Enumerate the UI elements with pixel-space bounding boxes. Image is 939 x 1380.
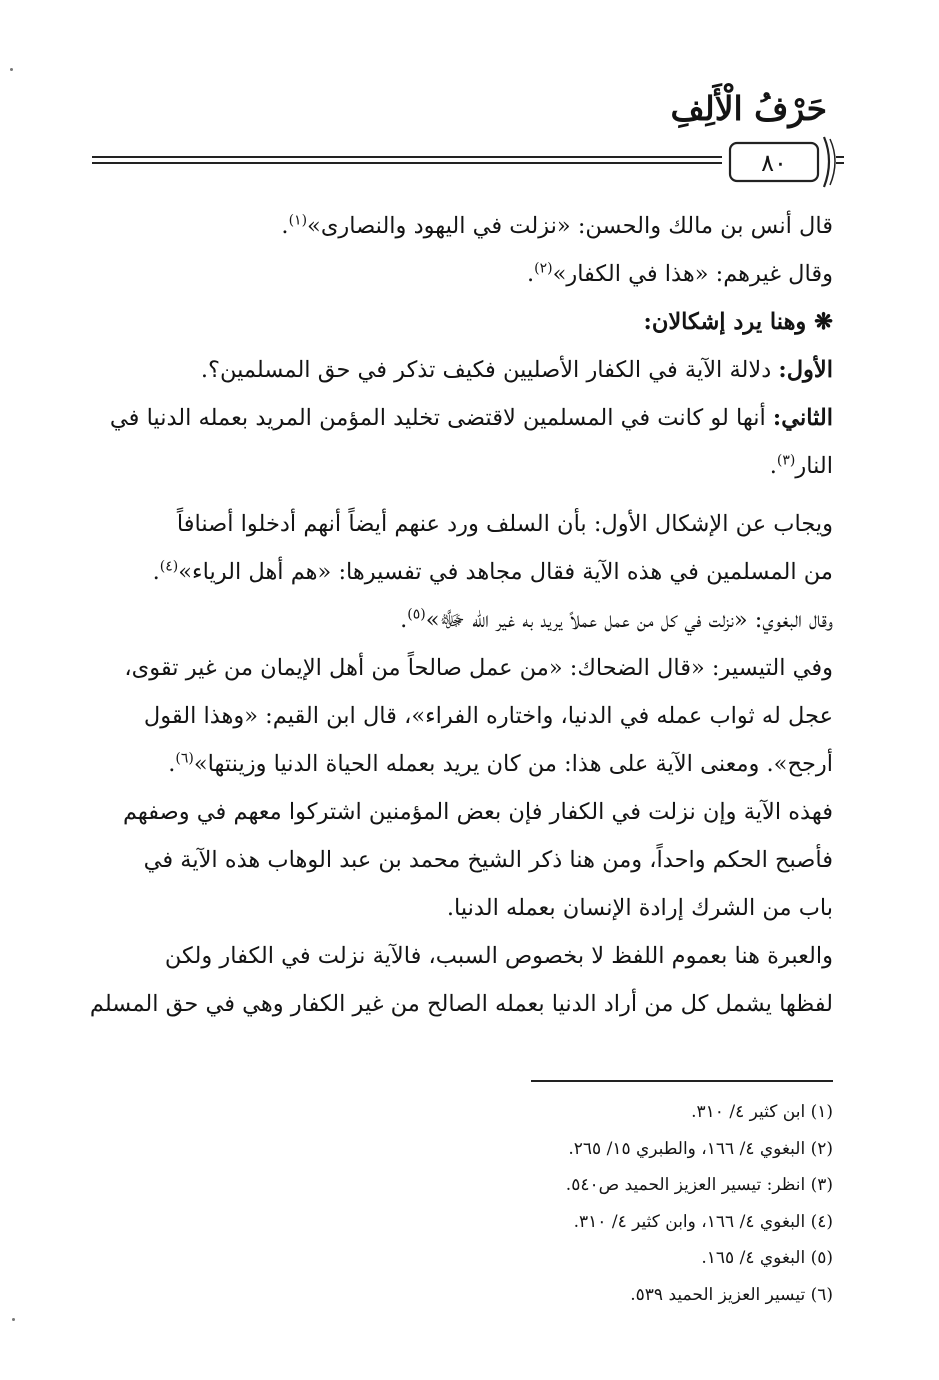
text-end: . — [152, 559, 160, 585]
text-span: وقال البغوي: «نزلت في كل من عمل عملاً يريد به غير الله ﷻ» — [425, 607, 833, 633]
text-span: النار — [795, 453, 833, 479]
text-span: قال أنس بن مالك والحسن: «نزلت في اليهود والنصارى» — [307, 213, 833, 239]
scan-speck — [12, 1318, 15, 1321]
text-line — [93, 346, 833, 394]
text-end: . — [526, 261, 535, 287]
text-line — [93, 548, 833, 596]
text-line: وفي التيسير: «قال الضحاك: «من عمل صالحاً من أهل الإيمان من غير تقوى، — [124, 655, 833, 681]
footnote-ref: (٢) — [534, 260, 553, 277]
text-line — [93, 202, 833, 250]
footnote-ref: (٦) — [175, 750, 194, 767]
text-line: ويجاب عن الإشكال الأول: بأن السلف ورد عنهم أيضاً أنهم أدخلوا أصنافاً — [176, 511, 833, 537]
footnote: (٦) تيسير العزيز الحميد ٥٣٩. — [630, 1284, 833, 1305]
footnote-divider — [531, 1080, 833, 1082]
footnote: (٤) البغوي ٤/ ١٦٦، وابن كثير ٤/ ٣١٠. — [573, 1211, 833, 1232]
footnote: (٣) انظر: تيسير العزيز الحميد ص٥٤٠. — [565, 1175, 833, 1195]
section-heading: ❋ وهنا يرد إشكالان: — [643, 309, 833, 335]
page-number: ٨٠ — [761, 149, 787, 177]
text-line: عجل له ثواب عمله في الدنيا، واختاره الفراء»، قال ابن القيم: «وهذا القول — [143, 703, 833, 729]
text-span: أنها لو كانت في المسلمين لاقتضى تخليد المؤمن المريد بعمله الدنيا في — [109, 405, 773, 431]
chapter-title: حَرْفُ الْأَلِفِ — [670, 89, 827, 128]
footnote: (٥) البغوي ٤/ ١٦٥. — [701, 1248, 833, 1268]
text-line: باب من الشرك إرادة الإنسان بعمله الدنيا. — [446, 895, 833, 921]
text-end: . — [281, 213, 289, 239]
text-line: والعبرة هنا بعموم اللفظ لا بخصوص السبب، فالآية نزلت في الكفار ولكن — [164, 943, 833, 969]
scan-speck — [10, 68, 13, 71]
text-line: فأصبح الحكم واحداً، ومن هنا ذكر الشيخ محمد بن عبد الوهاب هذه الآية في — [143, 847, 833, 873]
text-end: . — [769, 453, 777, 479]
footnote-ref: (١) — [288, 212, 308, 229]
footnote: (١) ابن كثير ٤/ ٣١٠. — [691, 1102, 833, 1122]
footnote-ref: (٣) — [776, 452, 796, 469]
lead-term: الأول: — [778, 357, 833, 383]
text-end: . — [168, 751, 176, 777]
lead-term: الثاني: — [772, 405, 833, 431]
footnote: (٢) البغوي ٤/ ١٦٦، والطبري ١٥/ ٢٦٥. — [568, 1138, 833, 1159]
text-line: لفظها يشمل كل من أراد الدنيا بعمله الصالح من غير الكفار وهي في حق المسلم — [89, 991, 833, 1017]
text-span: من المسلمين في هذه الآية فقال مجاهد في تفسيرها: «هم أهل الرياء» — [178, 559, 833, 585]
footnote-ref: (٥) — [407, 606, 426, 623]
text-line — [93, 250, 833, 298]
text-end: . — [400, 607, 408, 633]
footnote-ref: (٤) — [159, 558, 179, 575]
text-line: فهذه الآية وإن نزلت في الكفار فإن بعض المؤمنين اشتركوا معهم في وصفهم — [122, 799, 833, 825]
text-span: أرجح». ومعنى الآية على هذا: من كان يريد بعمله الحياة الدنيا وزينتها» — [193, 751, 833, 777]
footnotes — [273, 1094, 833, 1313]
text-line — [93, 394, 833, 442]
text-line — [93, 442, 833, 490]
text-span: وقال غيرهم: «هذا في الكفار» — [552, 261, 833, 287]
text-span: دلالة الآية في الكفار الأصليين فكيف تذكر في حق المسلمين؟. — [200, 357, 779, 383]
text-line — [93, 596, 833, 644]
text-line — [93, 740, 833, 788]
main-text — [89, 202, 833, 1028]
